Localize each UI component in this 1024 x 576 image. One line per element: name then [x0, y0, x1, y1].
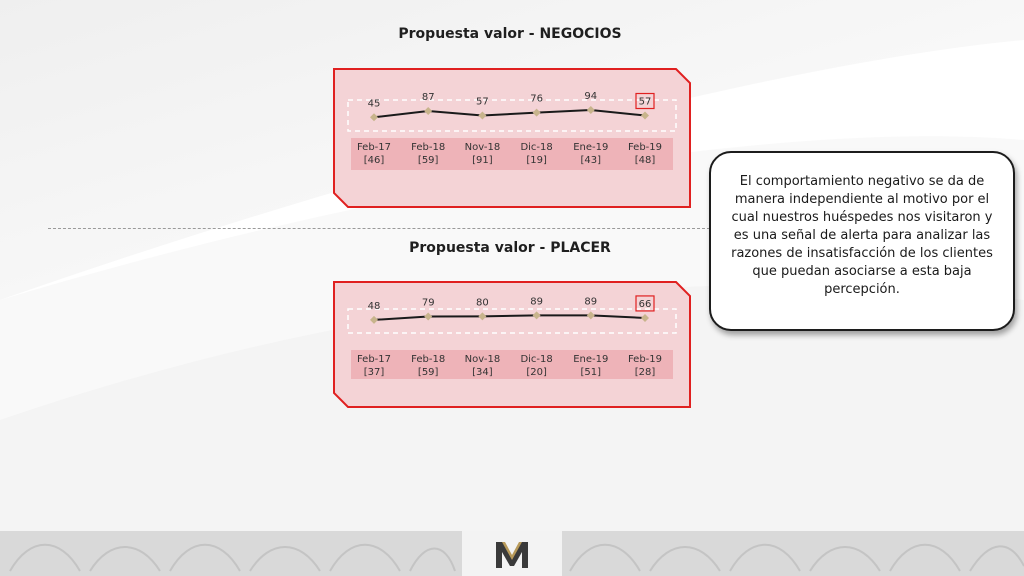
x-tick-label: Feb-17	[356, 142, 392, 153]
section-divider	[48, 228, 710, 229]
sample-count-label: [91]	[472, 155, 493, 166]
data-label: 45	[367, 98, 381, 110]
sample-count-label: [34]	[472, 367, 493, 378]
sample-count-label: [59]	[417, 367, 439, 378]
data-label: 89	[584, 296, 598, 308]
sample-count-label: [51]	[580, 367, 602, 378]
data-label: 79	[421, 297, 435, 309]
data-label: 80	[476, 297, 489, 309]
placer-chart-panel	[333, 281, 691, 408]
placer-chart-svg	[333, 281, 691, 408]
x-tick-label: Ene-19	[573, 354, 609, 365]
sample-count-label: [48]	[634, 155, 656, 166]
x-tick-label: Nov-18	[464, 142, 501, 153]
x-tick-label: Feb-18	[411, 142, 446, 153]
data-label: 57	[638, 96, 652, 108]
sample-count-label: [59]	[417, 155, 439, 166]
negocios-chart-panel	[333, 68, 691, 208]
data-label: 57	[476, 96, 489, 108]
x-tick-label: Dic-18	[520, 142, 553, 153]
mm-logo-icon	[492, 534, 532, 574]
placer-chart-title: Propuesta valor - PLACER	[409, 240, 611, 256]
data-label: 94	[584, 91, 598, 103]
data-label: 48	[367, 300, 381, 312]
axis-label-band	[351, 138, 673, 170]
logo-container	[462, 531, 562, 576]
x-tick-label: Feb-17	[356, 354, 392, 365]
data-label: 66	[638, 298, 652, 310]
sample-count-label: [43]	[580, 155, 602, 166]
negocios-chart-title: Propuesta valor - NEGOCIOS	[398, 26, 622, 42]
sample-count-label: [20]	[526, 367, 547, 378]
sample-count-label: [46]	[363, 155, 385, 166]
negocios-chart-svg	[333, 68, 691, 208]
data-label: 87	[421, 92, 435, 104]
sample-count-label: [19]	[526, 155, 547, 166]
axis-label-band	[351, 350, 673, 379]
sample-count-label: [28]	[634, 367, 656, 378]
x-tick-label: Nov-18	[464, 354, 501, 365]
callout-text: El comportamiento negativo se da de manera independiente al motivo por el cual nuestros huéspedes nos visitaron y es una señal de alerta para analizar las razones de insatisfacción de los clientes que puedan asociarse a esta baja percepción.	[731, 174, 993, 297]
data-label: 89	[530, 296, 543, 308]
insight-callout	[709, 151, 1015, 331]
sample-count-label: [37]	[363, 367, 385, 378]
footer-band	[0, 531, 1024, 576]
x-tick-label: Feb-19	[627, 142, 663, 153]
data-label: 76	[530, 93, 543, 105]
x-tick-label: Dic-18	[520, 354, 553, 365]
x-tick-label: Feb-19	[627, 354, 663, 365]
x-tick-label: Ene-19	[573, 142, 609, 153]
x-tick-label: Feb-18	[411, 354, 446, 365]
